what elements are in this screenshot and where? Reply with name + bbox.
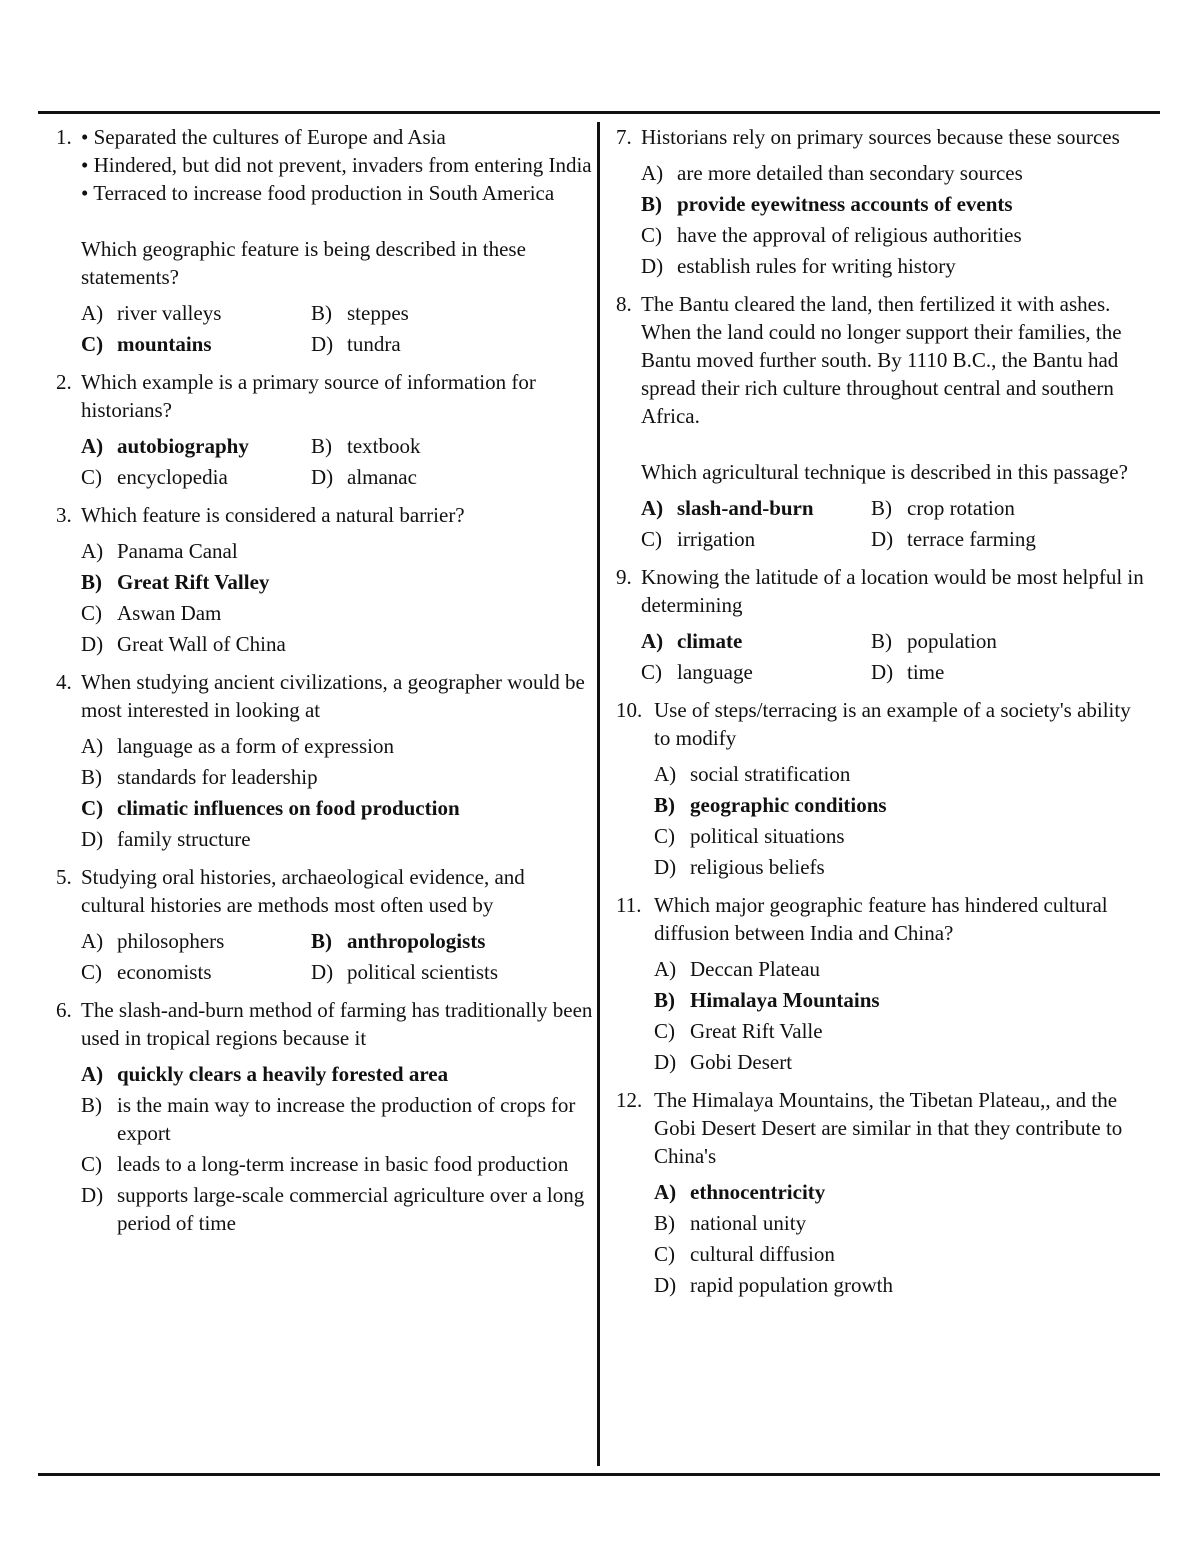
choice-text: mountains	[117, 332, 212, 356]
choice-letter: B)	[81, 1093, 102, 1117]
choice-text: climatic influences on food production	[117, 796, 460, 820]
choice-letter: A)	[641, 629, 664, 653]
choice-letter: B)	[654, 1211, 675, 1235]
question-number: 8.	[616, 292, 632, 316]
answer-choices	[81, 537, 594, 658]
choice-text: population	[907, 629, 997, 653]
answer-choice-d	[311, 463, 541, 491]
choice-text: Great Rift Valle	[690, 1019, 823, 1043]
answer-choice-a-correct	[641, 494, 871, 522]
answer-choices	[641, 494, 1144, 553]
choice-text: establish rules for writing history	[677, 254, 956, 278]
question-number: 1.	[56, 125, 72, 149]
choice-text: terrace farming	[907, 527, 1036, 551]
stem-line: Knowing the latitude of a location would be most helpful in determining	[641, 565, 1144, 617]
question-stem	[654, 891, 1144, 947]
choice-text: crop rotation	[907, 496, 1015, 520]
answer-choice-c	[641, 658, 871, 686]
answer-choice-a-correct	[641, 627, 871, 655]
answer-choice-b	[311, 299, 541, 327]
answer-choices	[641, 159, 1144, 280]
choice-letter: A)	[81, 539, 104, 563]
choice-letter: B)	[311, 301, 332, 325]
question-number: 11.	[616, 893, 642, 917]
question-stem	[81, 996, 594, 1052]
question-stem	[654, 1086, 1144, 1170]
question-number: 4.	[56, 670, 72, 694]
answer-choice-b-correct	[654, 986, 1144, 1014]
choice-text: supports large-scale commercial agriculture over a long period of time	[117, 1183, 585, 1235]
choice-letter: A)	[654, 957, 677, 981]
answer-choice-b	[311, 432, 541, 460]
stem-line: Which geographic feature is being described in these statements?	[81, 237, 526, 289]
answer-choice-c	[81, 599, 594, 627]
answer-choice-c	[641, 221, 1144, 249]
answer-choice-c	[81, 463, 311, 491]
choice-text: cultural diffusion	[690, 1242, 835, 1266]
choice-text: philosophers	[117, 929, 225, 953]
answer-choice-a	[81, 732, 594, 760]
choice-letter: A)	[641, 161, 664, 185]
choice-text: river valleys	[117, 301, 222, 325]
choice-text: quickly clears a heavily forested area	[117, 1062, 449, 1086]
answer-choice-b-correct	[81, 568, 594, 596]
choice-letter: C)	[641, 223, 662, 247]
answer-choice-d	[311, 330, 541, 358]
stem-line: Use of steps/terracing is an example of a society's ability to modify	[654, 698, 1131, 750]
choice-letter: A)	[81, 929, 104, 953]
question-6	[56, 996, 594, 1237]
choice-letter: C)	[81, 960, 102, 984]
answer-choice-a-correct	[81, 432, 311, 460]
choice-text: political scientists	[347, 960, 499, 984]
stem-line: Historians rely on primary sources because these sources	[641, 125, 1120, 149]
choice-letter: D)	[81, 827, 104, 851]
answer-choice-a	[654, 955, 1144, 983]
answer-choices	[654, 760, 1144, 881]
answer-choices	[81, 299, 594, 358]
question-1	[56, 123, 594, 358]
choice-text: Panama Canal	[117, 539, 238, 563]
answer-choice-a	[81, 537, 594, 565]
answer-choice-c	[81, 1150, 594, 1178]
answer-choice-c	[654, 822, 1144, 850]
choice-letter: C)	[81, 332, 104, 356]
question-number: 5.	[56, 865, 72, 889]
answer-choices	[654, 1178, 1144, 1299]
answer-choice-d	[654, 853, 1144, 881]
choice-letter: B)	[871, 629, 892, 653]
choice-text: language as a form of expression	[117, 734, 394, 758]
choice-text: social stratification	[690, 762, 851, 786]
question-number: 7.	[616, 125, 632, 149]
answer-choice-d	[654, 1048, 1144, 1076]
answer-choice-a	[81, 299, 311, 327]
answer-choices	[81, 432, 594, 491]
choice-text: is the main way to increase the production of crops for export	[117, 1093, 576, 1145]
stem-line: The Bantu cleared the land, then fertilized it with ashes. When the land could no longer support their families, the Bantu moved further south. By 1110 B.C., the Bantu had spread their rich culture throughout central and southern Africa.	[641, 292, 1122, 428]
stem-line	[81, 207, 594, 235]
question-stem	[641, 290, 1144, 486]
answer-choice-a	[641, 159, 1144, 187]
answer-choice-d	[81, 1181, 594, 1237]
question-4	[56, 668, 594, 853]
question-stem	[81, 863, 594, 919]
choice-letter: D)	[311, 332, 334, 356]
stem-line: Studying oral histories, archaeological evidence, and cultural histories are methods most often used by	[81, 865, 525, 917]
answer-choice-b	[81, 763, 594, 791]
stem-line	[641, 430, 1144, 458]
choice-text: economists	[117, 960, 212, 984]
choice-text: family structure	[117, 827, 251, 851]
answer-choice-c	[641, 525, 871, 553]
question-7	[616, 123, 1144, 280]
question-12	[616, 1086, 1144, 1299]
answer-choice-c-correct	[81, 794, 594, 822]
question-stem	[81, 501, 594, 529]
choice-letter: B)	[311, 434, 332, 458]
question-number: 9.	[616, 565, 632, 589]
question-number: 10.	[616, 698, 643, 722]
choice-letter: B)	[641, 192, 662, 216]
choice-letter: B)	[871, 496, 892, 520]
choice-letter: C)	[81, 1152, 102, 1176]
question-stem	[641, 563, 1144, 619]
answer-choice-b-correct	[654, 791, 1144, 819]
question-stem	[654, 696, 1144, 752]
choice-text: are more detailed than secondary sources	[677, 161, 1023, 185]
bottom-rule	[38, 1473, 1160, 1476]
choice-text: climate	[677, 629, 743, 653]
choice-text: standards for leadership	[117, 765, 318, 789]
choice-text: irrigation	[677, 527, 756, 551]
choice-text: ethnocentricity	[690, 1180, 826, 1204]
question-2	[56, 368, 594, 491]
answer-choices	[81, 732, 594, 853]
choice-text: leads to a long-term increase in basic food production	[117, 1152, 569, 1176]
choice-text: Himalaya Mountains	[690, 988, 880, 1012]
choice-letter: B)	[311, 929, 332, 953]
choice-text: Gobi Desert	[690, 1050, 793, 1074]
choice-text: have the approval of religious authorities	[677, 223, 1022, 247]
choice-text: Great Rift Valley	[117, 570, 270, 594]
answer-choices	[654, 955, 1144, 1076]
choice-text: national unity	[690, 1211, 807, 1235]
choice-text: slash-and-burn	[677, 496, 814, 520]
answer-choice-c-correct	[81, 330, 311, 358]
stem-line: Which agricultural technique is described in this passage?	[641, 460, 1128, 484]
choice-letter: C)	[81, 465, 102, 489]
column-divider	[597, 122, 600, 1466]
choice-text: anthropologists	[347, 929, 486, 953]
choice-letter: A)	[641, 496, 664, 520]
choice-text: autobiography	[117, 434, 249, 458]
question-5	[56, 863, 594, 986]
stem-line: When studying ancient civilizations, a geographer would be most interested in looking at	[81, 670, 585, 722]
answer-choice-d	[871, 525, 1101, 553]
choice-letter: C)	[654, 824, 675, 848]
choice-text: textbook	[347, 434, 421, 458]
choice-letter: D)	[311, 960, 334, 984]
answer-choice-a	[81, 927, 311, 955]
answer-choice-b	[81, 1091, 594, 1147]
choice-letter: C)	[81, 601, 102, 625]
answer-choice-b	[871, 627, 1101, 655]
question-stem	[81, 368, 594, 424]
answer-choice-b	[871, 494, 1101, 522]
right-column	[616, 123, 1144, 1309]
stem-line: The Himalaya Mountains, the Tibetan Plateau,, and the Gobi Desert Desert are similar in that they contribute to China's	[654, 1088, 1123, 1168]
top-rule	[38, 111, 1160, 114]
choice-text: political situations	[690, 824, 845, 848]
choice-letter: A)	[81, 434, 104, 458]
choice-letter: C)	[654, 1019, 675, 1043]
choice-text: language	[677, 660, 753, 684]
choice-letter: D)	[81, 1183, 104, 1207]
choice-text: rapid population growth	[690, 1273, 893, 1297]
question-number: 12.	[616, 1088, 643, 1112]
choice-letter: C)	[641, 660, 662, 684]
answer-choices	[81, 1060, 594, 1237]
choice-letter: D)	[654, 1050, 677, 1074]
choice-text: religious beliefs	[690, 855, 825, 879]
stem-line: Which example is a primary source of information for historians?	[81, 370, 536, 422]
stem-line: • Separated the cultures of Europe and Asia	[81, 125, 446, 149]
stem-line: Which major geographic feature has hindered cultural diffusion between India and China?	[654, 893, 1108, 945]
answer-choice-d	[311, 958, 541, 986]
choice-letter: B)	[81, 765, 102, 789]
question-number: 2.	[56, 370, 72, 394]
question-number: 6.	[56, 998, 72, 1022]
choice-text: provide eyewitness accounts of events	[677, 192, 1013, 216]
choice-letter: B)	[654, 793, 675, 817]
choice-letter: A)	[81, 301, 104, 325]
question-9	[616, 563, 1144, 686]
choice-text: time	[907, 660, 945, 684]
answer-choice-d	[654, 1271, 1144, 1299]
choice-text: Deccan Plateau	[690, 957, 821, 981]
answer-choices	[641, 627, 1144, 686]
question-10	[616, 696, 1144, 881]
question-number: 3.	[56, 503, 72, 527]
choice-letter: C)	[81, 796, 104, 820]
choice-letter: A)	[81, 734, 104, 758]
question-3	[56, 501, 594, 658]
choice-letter: C)	[654, 1242, 675, 1266]
answer-choice-a-correct	[81, 1060, 594, 1088]
answer-choice-d	[81, 825, 594, 853]
choice-text: geographic conditions	[690, 793, 887, 817]
choice-letter: D)	[654, 1273, 677, 1297]
question-11	[616, 891, 1144, 1076]
answer-choice-b-correct	[311, 927, 541, 955]
choice-letter: B)	[81, 570, 102, 594]
choice-letter: D)	[871, 660, 894, 684]
choice-letter: D)	[81, 632, 104, 656]
answer-choice-d	[641, 252, 1144, 280]
stem-line: Which feature is considered a natural barrier?	[81, 503, 465, 527]
stem-line: • Terraced to increase food production in South America	[81, 181, 555, 205]
question-stem	[641, 123, 1144, 151]
choice-text: steppes	[347, 301, 409, 325]
answer-choice-c	[81, 958, 311, 986]
choice-letter: D)	[641, 254, 664, 278]
answer-choice-a	[654, 760, 1144, 788]
choice-letter: D)	[311, 465, 334, 489]
choice-text: tundra	[347, 332, 401, 356]
choice-letter: A)	[81, 1062, 104, 1086]
choice-letter: D)	[871, 527, 894, 551]
question-stem	[81, 123, 594, 291]
choice-letter: A)	[654, 762, 677, 786]
answer-choice-b-correct	[641, 190, 1144, 218]
question-stem	[81, 668, 594, 724]
answer-choice-d	[81, 630, 594, 658]
choice-letter: C)	[641, 527, 662, 551]
left-column	[56, 123, 594, 1247]
choice-text: Great Wall of China	[117, 632, 286, 656]
stem-line: • Hindered, but did not prevent, invaders from entering India	[81, 153, 592, 177]
choice-letter: D)	[654, 855, 677, 879]
answer-choice-c	[654, 1017, 1144, 1045]
answer-choice-d	[871, 658, 1101, 686]
answer-choices	[81, 927, 594, 986]
question-8	[616, 290, 1144, 553]
answer-choice-c	[654, 1240, 1144, 1268]
stem-line: The slash-and-burn method of farming has traditionally been used in tropical regions because it	[81, 998, 593, 1050]
choice-text: Aswan Dam	[117, 601, 222, 625]
answer-choice-b	[654, 1209, 1144, 1237]
choice-letter: B)	[654, 988, 675, 1012]
choice-letter: A)	[654, 1180, 677, 1204]
choice-text: encyclopedia	[117, 465, 228, 489]
answer-choice-a-correct	[654, 1178, 1144, 1206]
choice-text: almanac	[347, 465, 417, 489]
